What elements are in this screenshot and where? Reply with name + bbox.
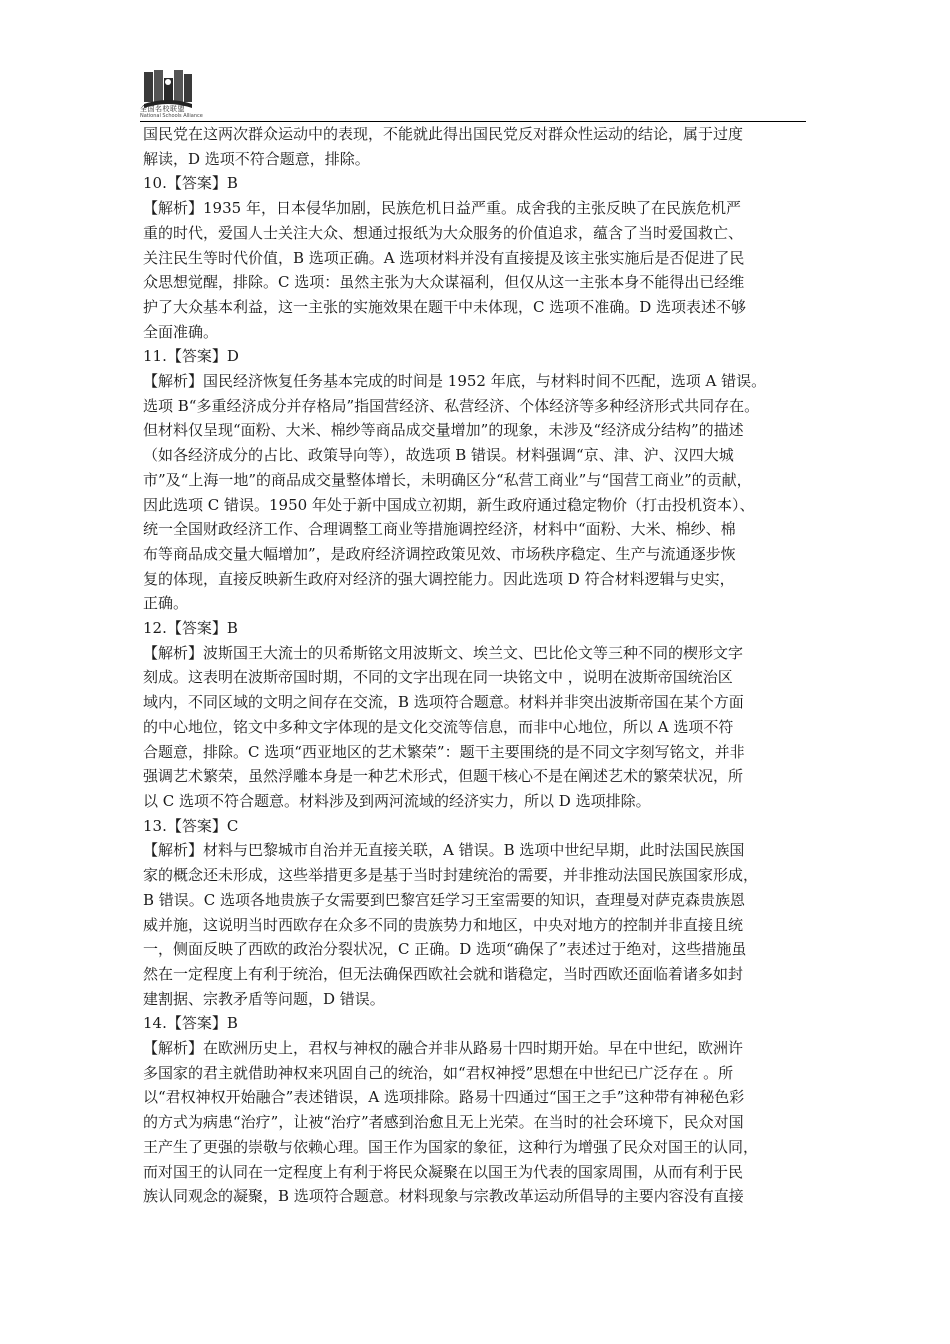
text-line: 的中心地位，铭文中多种文字体现的是文化交流等信息，而非中心地位，所以 A 选项不符	[143, 717, 734, 736]
text-line: 选项 B“多重经济成分并存格局”指国营经济、私营经济、个体经济等多种经济形式共同存在。	[143, 396, 760, 415]
text-line: 【解析】在欧洲历史上，君权与神权的融合并非从路易十四时期开始。早在中世纪，欧洲许	[143, 1039, 744, 1058]
answer-heading: 12.【答案】B	[143, 619, 238, 638]
text-line: 统一全国财政经济工作、合理调整工商业等措施调控经济，材料中“面粉、大米、棉纱、棉	[143, 520, 736, 539]
text-line: 正确。	[143, 594, 189, 613]
text-line: 【解析】国民经济恢复任务基本完成的时间是 1952 年底，与材料时间不匹配，选项 A 错误。	[143, 372, 767, 391]
text-line: 威并施，这说明当时西欧存在众多不同的贵族势力和地区，中央对地方的控制并非直接且统	[143, 915, 744, 934]
logo-text: 全国名校联盟	[140, 105, 185, 113]
text-line: 护了大众基本利益，这一主张的实施效果在题干中未体现，C 选项不准确。D 选项表述不够	[143, 297, 747, 316]
answer-heading: 14.【答案】B	[143, 1014, 238, 1033]
text-line: 强调艺术繁荣，虽然浮雕本身是一种艺术形式，但题干核心不是在阐述艺术的繁荣状况，所	[143, 767, 744, 786]
text-line: 重的时代，爱国人士关注大众、想通过报纸为大众服务的价值追求，蕴含了当时爱国救亡、	[143, 223, 744, 242]
text-line: 复的体现，直接反映新生政府对经济的强大调控能力。因此选项 D 符合材料逻辑与史实，	[143, 569, 735, 588]
text-line: 家的概念还未形成，这些举措更多是基于当时封建统治的需要，并非推动法国民族国家形成，	[143, 866, 759, 885]
text-line: 王产生了更强的崇敬与依赖心理。国王作为国家的象征，这种行为增强了民众对国王的认同，	[143, 1137, 759, 1156]
text-line: 全面准确。	[143, 322, 219, 341]
text-line: 以 C 选项不符合题意。材料涉及到两河流域的经济实力，所以 D 选项排除。	[143, 791, 651, 810]
text-line: 但材料仅呈现“面粉、大米、棉纱等商品成交量增加”的现象，未涉及“经济成分结构”的描述	[143, 421, 744, 440]
text-line: 因此选项 C 错误。1950 年处于新中国成立初期，新生政府通过稳定物价（打击投机资本）、	[143, 495, 755, 514]
text-line: 域内，不同区域的文明之间存在交流，B 选项符合题意。材料并非突出波斯帝国在某个方面	[143, 693, 744, 712]
text-line: 族认同观念的凝聚，B 选项符合题意。材料现象与宗教改革运动所倡导的主要内容没有直接	[143, 1187, 744, 1206]
answer-heading: 13.【答案】C	[143, 816, 239, 835]
text-line: 的方式为病患“治疗”，让被“治疗”者感到治愈且无上光荣。在当时的社会环境下，民众对国	[143, 1113, 744, 1132]
text-line: 【解析】1935 年，日本侵华加剧，民族危机日益严重。成舍我的主张反映了在民族危机严	[143, 199, 741, 218]
text-line: 刻成。这表明在波斯帝国时期，不同的文字出现在同一块铭文中 ，说明在波斯帝国统治区	[143, 668, 733, 687]
text-line: 建割据、宗教矛盾等问题，D 错误。	[143, 989, 385, 1008]
text-line: 国民党在这两次群众运动中的表现，不能就此得出国民党反对群众性运动的结论，属于过度	[143, 125, 744, 143]
text-line: 一，侧面反映了西欧的政治分裂状况，C 正确。D 选项“确保了”表述过于绝对，这些措施虽	[143, 940, 747, 959]
logo-subtext: National Schools Alliance	[140, 113, 203, 119]
text-line: 布等商品成交量大幅增加”，是政府经济调控政策见效、市场秩序稳定、生产与流通逐步恢	[143, 544, 736, 563]
text-line: 【解析】波斯国王大流士的贝希斯铭文用波斯文、埃兰文、巴比伦文等三种不同的楔形文字	[143, 643, 744, 662]
text-line: 解读，D 选项不符合题意，排除。	[143, 149, 370, 168]
text-line: 合题意，排除。C 选项“西亚地区的艺术繁荣”：题干主要围绕的是不同文字刻写铭文，并非	[143, 742, 745, 761]
text-line: （如各经济成分的占比、政策导向等），故选项 B 错误。材料强调“京、津、沪、汉四大城	[143, 446, 734, 465]
text-line: B 错误。C 选项各地贵族子女需要到巴黎宫廷学习王室需要的知识，查理曼对萨克森贵族恩	[143, 890, 746, 909]
answer-heading: 11.【答案】D	[143, 347, 239, 366]
text-line: 众思想觉醒，排除。C 选项：虽然主张为大众谋福利，但仅从这一主张本身不能得出已经维	[143, 273, 745, 292]
text-line: 多国家的君主就借助神权来巩固自己的统治，如“君权神授”思想在中世纪已广泛存在 。所	[143, 1063, 734, 1082]
answer-explanations	[143, 122, 807, 1209]
text-line: 以“君权神权开始融合”表述错误，A 选项排除。路易十四通过“国王之手”这种带有神秘色彩	[143, 1088, 745, 1107]
text-line: 然在一定程度上有利于统治，但无法确保西欧社会就和谐稳定，当时西欧还面临着诸多如封	[143, 964, 744, 983]
text-line: 市”及“上海一地”的商品成交量整体增长，未明确区分“私营工商业”与“国营工商业”的贡献，	[143, 470, 752, 489]
text-line: 【解析】材料与巴黎城市自治并无直接关联，A 错误。B 选项中世纪早期，此时法国民族国	[143, 841, 745, 860]
text-line: 而对国王的认同在一定程度上有利于将民众凝聚在以国王为代表的国家周围，从而有利于民	[143, 1162, 744, 1181]
answer-heading: 10.【答案】B	[143, 174, 238, 193]
text-line: 关注民生等时代价值，B 选项正确。A 选项材料并没有直接提及该主张实施后是否促进了民	[143, 248, 745, 267]
